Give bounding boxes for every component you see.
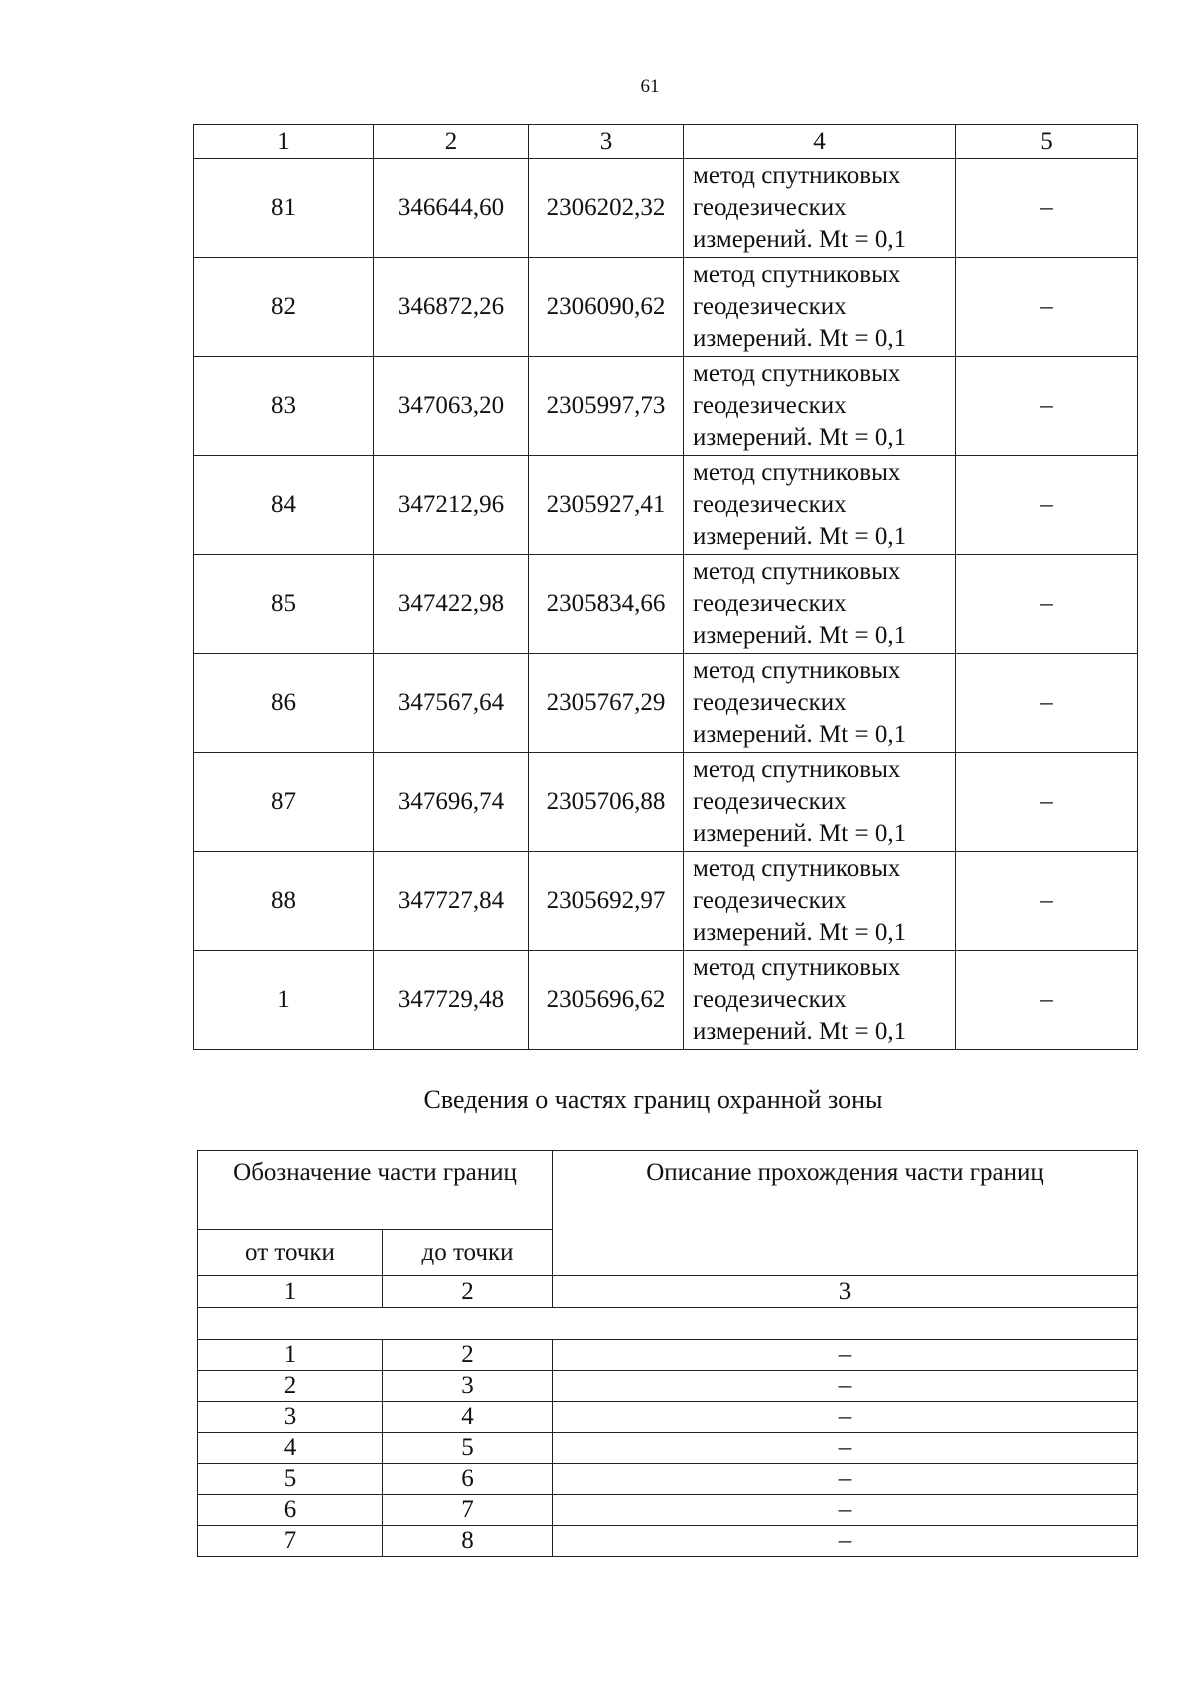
parts-column-number-3: 3 <box>553 1276 1138 1308</box>
parts-blank-cell <box>198 1308 1138 1340</box>
point-number: 1 <box>194 951 374 1050</box>
coordinate-row <box>194 357 1138 456</box>
coordinate-row <box>194 654 1138 753</box>
part-description: – <box>553 1464 1138 1495</box>
point-number: 83 <box>194 357 374 456</box>
parts-column-numbers-row <box>198 1276 1138 1308</box>
method-line: измерений. Mt = 0,1 <box>693 622 907 649</box>
point-number: 86 <box>194 654 374 753</box>
boundary-part-row <box>198 1402 1138 1433</box>
coordinates-body <box>194 159 1138 1050</box>
method-line: метод спутниковых <box>693 657 901 684</box>
boundary-part-row <box>198 1340 1138 1371</box>
coordinate-y: 2305706,88 <box>529 753 684 852</box>
method-line: измерений. Mt = 0,1 <box>693 820 907 847</box>
point-note: – <box>956 555 1138 654</box>
method-line: метод спутниковых <box>693 954 901 981</box>
from-point: 7 <box>198 1526 383 1557</box>
method-line: геодезических <box>693 194 847 221</box>
method-line: геодезических <box>693 293 847 320</box>
method-line: измерений. Mt = 0,1 <box>693 1018 907 1045</box>
section-title: Сведения о частях границ охранной зоны <box>423 1085 883 1114</box>
from-point: 6 <box>198 1495 383 1526</box>
coordinate-x: 347212,96 <box>374 456 529 555</box>
method-line: метод спутниковых <box>693 459 901 486</box>
to-point: 7 <box>383 1495 553 1526</box>
method-line: геодезических <box>693 887 847 914</box>
column-number-1: 1 <box>194 125 374 159</box>
method-line: метод спутниковых <box>693 162 901 189</box>
coordinate-row <box>194 456 1138 555</box>
parts-column-number-1: 1 <box>198 1276 383 1308</box>
method-line: геодезических <box>693 788 847 815</box>
method-line: метод спутниковых <box>693 360 901 387</box>
method-description <box>684 357 956 456</box>
boundary-part-row <box>198 1433 1138 1464</box>
point-number: 85 <box>194 555 374 654</box>
coordinate-row <box>194 555 1138 654</box>
parts-header-row <box>198 1151 1138 1230</box>
coordinate-row <box>194 852 1138 951</box>
parts-blank-row <box>198 1308 1138 1340</box>
column-number-4: 4 <box>684 125 956 159</box>
method-line: измерений. Mt = 0,1 <box>693 919 907 946</box>
coordinate-x: 346644,60 <box>374 159 529 258</box>
part-description: – <box>553 1495 1138 1526</box>
column-number-2: 2 <box>374 125 529 159</box>
point-number: 81 <box>194 159 374 258</box>
coordinates-table <box>193 124 1138 1050</box>
point-note: – <box>956 357 1138 456</box>
method-line: геодезических <box>693 590 847 617</box>
coordinates-header-row <box>194 125 1138 159</box>
boundary-part-row <box>198 1371 1138 1402</box>
header-description: Описание прохождения части границ <box>553 1151 1138 1276</box>
coordinate-x: 347422,98 <box>374 555 529 654</box>
method-line: геодезических <box>693 491 847 518</box>
coordinate-y: 2305997,73 <box>529 357 684 456</box>
method-line: метод спутниковых <box>693 756 901 783</box>
method-description <box>684 258 956 357</box>
column-number-3: 3 <box>529 125 684 159</box>
coordinate-x: 347727,84 <box>374 852 529 951</box>
from-point: 5 <box>198 1464 383 1495</box>
part-description: – <box>553 1433 1138 1464</box>
header-from-point: от точки <box>198 1230 383 1276</box>
point-note: – <box>956 159 1138 258</box>
coordinate-row <box>194 951 1138 1050</box>
method-line: геодезических <box>693 986 847 1013</box>
part-description: – <box>553 1371 1138 1402</box>
method-description <box>684 654 956 753</box>
to-point: 4 <box>383 1402 553 1433</box>
boundary-parts-body <box>198 1151 1138 1557</box>
point-number: 87 <box>194 753 374 852</box>
boundary-part-row <box>198 1526 1138 1557</box>
point-note: – <box>956 852 1138 951</box>
to-point: 5 <box>383 1433 553 1464</box>
method-description <box>684 555 956 654</box>
header-designation: Обозначение части границ <box>198 1151 553 1230</box>
point-note: – <box>956 654 1138 753</box>
parts-column-number-2: 2 <box>383 1276 553 1308</box>
to-point: 8 <box>383 1526 553 1557</box>
method-line: измерений. Mt = 0,1 <box>693 325 907 352</box>
coordinate-y: 2306202,32 <box>529 159 684 258</box>
boundary-part-row <box>198 1495 1138 1526</box>
from-point: 1 <box>198 1340 383 1371</box>
to-point: 3 <box>383 1371 553 1402</box>
from-point: 4 <box>198 1433 383 1464</box>
coordinate-x: 347567,64 <box>374 654 529 753</box>
point-number: 82 <box>194 258 374 357</box>
point-note: – <box>956 456 1138 555</box>
method-line: метод спутниковых <box>693 558 901 585</box>
point-note: – <box>956 753 1138 852</box>
coordinate-x: 346872,26 <box>374 258 529 357</box>
from-point: 3 <box>198 1402 383 1433</box>
point-note: – <box>956 258 1138 357</box>
coordinate-y: 2305927,41 <box>529 456 684 555</box>
method-line: измерений. Mt = 0,1 <box>693 523 907 550</box>
coordinate-x: 347729,48 <box>374 951 529 1050</box>
method-description <box>684 753 956 852</box>
coordinate-row <box>194 159 1138 258</box>
coordinate-row <box>194 753 1138 852</box>
coordinate-y: 2305692,97 <box>529 852 684 951</box>
from-point: 2 <box>198 1371 383 1402</box>
part-description: – <box>553 1526 1138 1557</box>
coordinate-y: 2305834,66 <box>529 555 684 654</box>
coordinate-y: 2305696,62 <box>529 951 684 1050</box>
method-line: измерений. Mt = 0,1 <box>693 226 907 253</box>
point-note: – <box>956 951 1138 1050</box>
coordinate-y: 2306090,62 <box>529 258 684 357</box>
page-number: 61 <box>640 76 660 97</box>
method-line: метод спутниковых <box>693 855 901 882</box>
part-description: – <box>553 1340 1138 1371</box>
part-description: – <box>553 1402 1138 1433</box>
to-point: 2 <box>383 1340 553 1371</box>
coordinate-row <box>194 258 1138 357</box>
method-line: измерений. Mt = 0,1 <box>693 424 907 451</box>
method-line: метод спутниковых <box>693 261 901 288</box>
column-number-5: 5 <box>956 125 1138 159</box>
method-line: геодезических <box>693 689 847 716</box>
method-description <box>684 852 956 951</box>
to-point: 6 <box>383 1464 553 1495</box>
coordinate-y: 2305767,29 <box>529 654 684 753</box>
coordinate-x: 347063,20 <box>374 357 529 456</box>
boundary-parts-table <box>197 1150 1138 1557</box>
method-line: геодезических <box>693 392 847 419</box>
boundary-part-row <box>198 1464 1138 1495</box>
point-number: 88 <box>194 852 374 951</box>
method-description <box>684 159 956 258</box>
header-to-point: до точки <box>383 1230 553 1276</box>
method-description <box>684 951 956 1050</box>
method-line: измерений. Mt = 0,1 <box>693 721 907 748</box>
coordinate-x: 347696,74 <box>374 753 529 852</box>
point-number: 84 <box>194 456 374 555</box>
method-description <box>684 456 956 555</box>
